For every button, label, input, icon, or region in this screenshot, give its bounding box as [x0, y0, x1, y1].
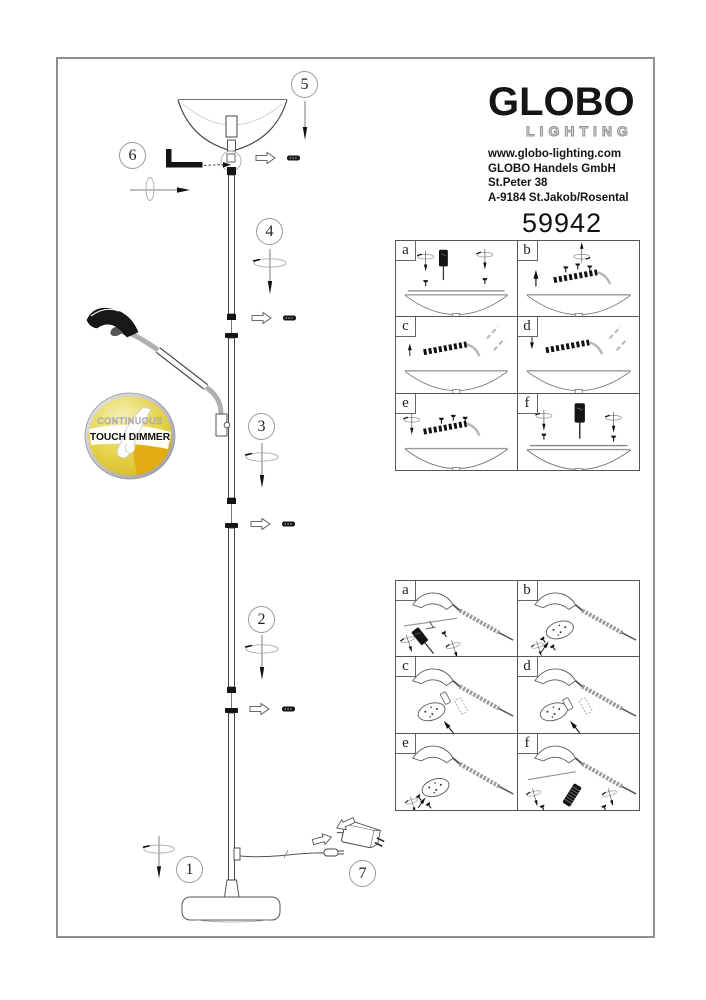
- shade-grid-cell-d: [518, 317, 640, 393]
- head-grid-cell-d: [518, 657, 640, 733]
- cell-label: b: [518, 581, 538, 601]
- cell-label: e: [396, 394, 416, 414]
- step-number: 2: [257, 610, 266, 628]
- website-line: www.globo-lighting.com: [488, 148, 622, 160]
- insert-arrow-icon: [250, 704, 269, 715]
- step-number: 5: [300, 75, 309, 93]
- step3-rotate-arrow-icon: [245, 443, 278, 488]
- shade-grid-cell-c: [396, 317, 518, 393]
- head-assembly-grid: [395, 580, 640, 811]
- connector-sleeve: [282, 522, 295, 527]
- insert-arrow-icon: [256, 153, 275, 164]
- brand-logo: GLOBO: [488, 80, 635, 124]
- street-line: St.Peter 38: [488, 177, 548, 189]
- step-number: 1: [185, 860, 194, 878]
- plug-insert-arrow-icon: [312, 832, 333, 848]
- step1-rotate-arrow-icon: [143, 836, 174, 879]
- step2-rotate-arrow-icon: [245, 635, 278, 680]
- step-marker-1: [176, 856, 203, 883]
- model-number: 59942: [522, 208, 603, 238]
- arm-clamp: [216, 414, 230, 436]
- reading-head: [87, 308, 138, 338]
- shade-grid-cell-b: [518, 241, 640, 317]
- step-number: 6: [128, 146, 137, 164]
- cell-label: c: [396, 657, 416, 677]
- head-grid-cell-a: [396, 581, 518, 657]
- head-grid-cell-f: [518, 734, 640, 810]
- shade-assembly-grid: [395, 240, 640, 471]
- step4-rotate-arrow-icon: [253, 249, 286, 294]
- step-marker-6: [119, 142, 146, 169]
- city-line: A-9184 St.Jakob/Rosental: [488, 191, 629, 204]
- cell-label: f: [518, 394, 538, 414]
- cell-label: d: [518, 657, 538, 677]
- step-number: 3: [257, 417, 266, 435]
- cell-label: b: [518, 241, 538, 261]
- company-line: GLOBO Handels GmbH: [488, 162, 616, 175]
- step-number: 4: [265, 222, 274, 240]
- head-grid-cell-e: [396, 734, 518, 810]
- step-marker-2: [248, 606, 275, 633]
- power-cord: [234, 848, 344, 860]
- insert-arrow-icon: [252, 313, 271, 324]
- lamp-pole: [225, 175, 240, 897]
- step-marker-7: [349, 860, 376, 887]
- shade-grid-cell-a: [396, 241, 518, 317]
- shade-grid-cell-f: [518, 394, 640, 470]
- insert-arrow-icon: [251, 519, 270, 530]
- cell-label: d: [518, 317, 538, 337]
- brand-header: [488, 82, 652, 239]
- head-grid-cell-b: [518, 581, 640, 657]
- step-marker-3: [248, 413, 275, 440]
- badge-line2: TOUCH DIMMER: [89, 432, 171, 443]
- cell-label: c: [396, 317, 416, 337]
- shade-grid-cell-e: [396, 394, 518, 470]
- brand-sub-logo: LIGHTING: [526, 123, 633, 139]
- connector-sleeve: [287, 156, 300, 161]
- cell-label: e: [396, 734, 416, 754]
- badge-line1: CONTINUOUS: [97, 416, 163, 426]
- base-plate: [182, 897, 280, 922]
- head-grid-cell-c: [396, 657, 518, 733]
- connector-sleeve: [283, 316, 296, 321]
- step-number: 7: [358, 864, 367, 882]
- step-marker-5: [291, 71, 318, 98]
- step5-arrow-icon: [303, 101, 307, 140]
- cell-label: f: [518, 734, 538, 754]
- connector-sleeve: [282, 707, 295, 712]
- step6-rotate-arrow-icon: [130, 178, 190, 201]
- cell-label: a: [396, 241, 416, 261]
- touch-dimmer-badge: [83, 391, 177, 481]
- step-marker-4: [256, 218, 283, 245]
- cell-label: a: [396, 581, 416, 601]
